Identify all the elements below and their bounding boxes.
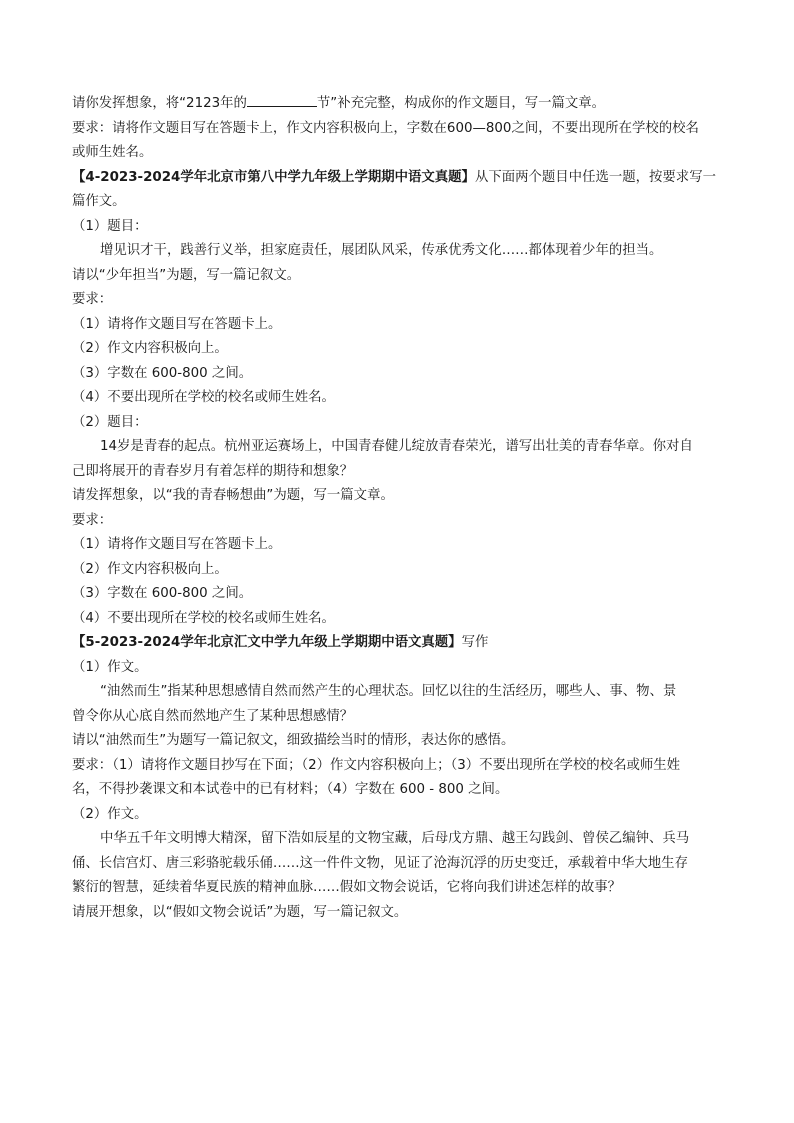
q5-source-title: 【5-2023-2024学年北京汇文中学九年级上学期期中语文真题】 [72, 635, 462, 650]
q4-topic1-req-4: （4）不要出现所在学校的校名或师生姓名。 [72, 390, 335, 405]
q4-heading [72, 166, 724, 191]
q4-instruction: 从下面两个题目中任选一题，按要求写一 [474, 169, 716, 185]
intro-prompt-line: 请你发挥想象，将“2123年的 节”补充完整，构成你的作文题目，写一篇文章。 [72, 92, 724, 117]
q4-topic1-task: 请以“少年担当”为题，写一篇记叙文。 [72, 267, 301, 283]
q5-part2-label: （2）作文。 [72, 806, 148, 822]
q5-part2-material-cont-1: 俑、长信宫灯、唐三彩骆驼载乐俑……这一件件文物，见证了沧海沉浮的历史变迁，承载着中华大地生存 [72, 855, 688, 871]
q4-topic1-req-3: （3）字数在 600-800 之间。 [72, 365, 253, 381]
q4-topic1-label: （1）题目： [72, 218, 148, 234]
q4-topic2-req-3: （3）字数在 600-800 之间。 [72, 586, 253, 601]
q5-part1-label: （1）作文。 [72, 659, 148, 675]
q5-part1-task: 请以“油然而生”为题写一篇记叙文，细致描绘当时的情形，表达你的感悟。 [72, 733, 515, 748]
q5-part2-task: 请展开想象，以“假如文物会说话”为题，写一篇记叙文。 [72, 904, 408, 920]
intro-requirement: 要求：请将作文题目写在答题卡上，作文内容积极向上，字数在600—800之间，不要出现所在学校的校名 [72, 120, 699, 136]
q5-part2-material-cont-2: 繁衍的智慧，延续着华夏民族的精神血脉……假如文物会说话，它将向我们讲述怎样的故事？ [72, 880, 622, 895]
q4-topic2-req-2: （2）作文内容积极向上。 [72, 561, 228, 577]
q5-part2-material: 中华五千年文明博大精深，留下浩如辰星的文物宝藏，后母戊方鼎、越王勾践剑、曾侯乙编钟、兵马 [100, 831, 690, 846]
q4-topic2-label: （2）题目： [72, 414, 148, 430]
q5-part1-material: “油然而生”指某种思想感情自然而然产生的心理状态。回忆以往的生活经历，哪些人、事、物、景 [100, 684, 677, 699]
q4-source-title: 【4-2023-2024学年北京市第八中学九年级上学期期中语文真题】 [72, 169, 475, 185]
q4-topic2-task: 请发挥想象，以“我的青春畅想曲”为题，写一篇文章。 [72, 488, 394, 503]
q4-instruction-cont: 篇作文。 [72, 194, 126, 209]
q5-part1-requirements: 要求：（1）请将作文题目抄写在下面；（2）作文内容积极向上；（3）不要出现所在学校的校名或师生姓 [72, 757, 681, 773]
q4-topic2-material-cont: 己即将展开的青春岁月有着怎样的期待和想象？ [72, 463, 354, 479]
q4-topic2-material: 14岁是青春的起点。杭州亚运赛场上，中国青春健儿绽放青春荣光，谱写出壮美的青春华章。你对自 [100, 439, 693, 454]
q5-part1-material-cont: 曾令你从心底自然而然地产生了某种思想感情？ [72, 708, 354, 724]
q4-topic2-req-4: （4）不要出现所在学校的校名或师生姓名。 [72, 610, 335, 626]
intro-requirement-cont: 或师生姓名。 [72, 145, 153, 160]
q4-topic1-req-1: （1）请将作文题目写在答题卡上。 [72, 316, 282, 332]
q4-topic2-req-1: （1）请将作文题目写在答题卡上。 [72, 537, 282, 552]
q4-topic1-req-2: （2）作文内容积极向上。 [72, 341, 228, 356]
q5-instruction: 写作 [461, 635, 489, 650]
q5-heading [72, 631, 724, 656]
q4-topic1-material: 增见识才干，践善行义举，担家庭责任，展团队风采，传承优秀文化……都体现着少年的担当。 [100, 243, 663, 258]
q5-part1-requirements-cont: 名，不得抄袭课文和本试卷中的已有材料；（4）字数在 600 - 800 之间。 [72, 782, 509, 797]
fill-in-blank [247, 92, 317, 107]
q4-topic1-req-label: 要求： [72, 292, 113, 307]
document-body [72, 92, 724, 925]
q4-topic2-req-label: 要求： [72, 512, 113, 528]
